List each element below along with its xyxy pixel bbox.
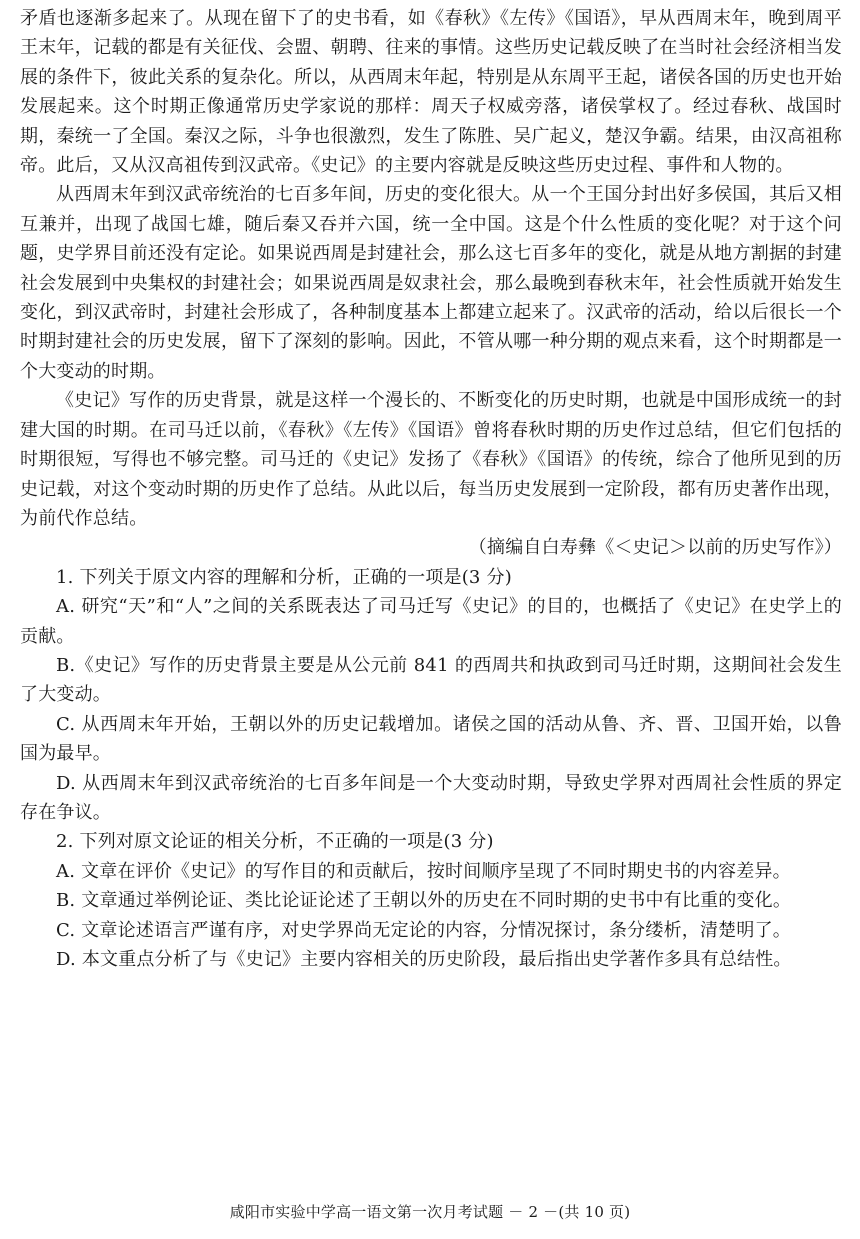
question-stem: 2. 下列对原文论证的相关分析，不正确的一项是(3 分) bbox=[56, 831, 494, 853]
option-b: B.《史记》写作的历史背景主要是从公元前 841 的西周共和执政到司马迁时期，这期间社会发生了大变动。 bbox=[20, 654, 842, 706]
question-1 bbox=[20, 563, 842, 828]
passage-paragraph-3: 《史记》写作的历史背景，就是这样一个漫长的、不断变化的历史时期，也就是中国形成统一的封建大国的时期。在司马迁以前，《春秋》《左传》《国语》曾将春秋时期的历史作过总结，但它们包括的时期很短，写得也不够完整。司马迁的《史记》发扬了《春秋》《国语》的传统，综合了他所见到的历史记载，对这个变动时期的历史作了总结。从此以后，每当历史发展到一定阶段，都有历史著作出现，为前代作总结。 bbox=[20, 390, 842, 529]
option-c: C. 从西周末年开始，王朝以外的历史记载增加。诸侯之国的活动从鲁、齐、晋、卫国开始，以鲁国为最早。 bbox=[20, 713, 842, 765]
document-page bbox=[20, 4, 842, 974]
source-citation: （摘编自白寿彝《＜史记＞以前的历史写作》） bbox=[468, 537, 842, 559]
question-2 bbox=[20, 827, 842, 974]
option-d: D. 本文重点分析了与《史记》主要内容相关的历史阶段，最后指出史学著作多具有总结性。 bbox=[56, 949, 792, 970]
option-a: A. 研究“天”和“人”之间的关系既表达了司马迁写《史记》的目的，也概括了《史记》在史学上的贡献。 bbox=[20, 596, 842, 647]
option-d: D. 从西周末年到汉武帝统治的七百多年间是一个大变动时期，导致史学界对西周社会性质的界定存在争议。 bbox=[20, 772, 842, 823]
option-b: B. 文章通过举例论证、类比论证论述了王朝以外的历史在不同时期的史书中有比重的变化。 bbox=[56, 890, 792, 912]
page-footer: 咸阳市实验中学高一语文第一次月考试题 － 2 －(共 10 页) bbox=[229, 1203, 631, 1221]
option-c: C. 文章论述语言严谨有序，对史学界尚无定论的内容，分情况探讨，条分缕析，清楚明了。 bbox=[56, 919, 791, 941]
passage-paragraph-1: 矛盾也逐渐多起来了。从现在留下了的史书看，如《春秋》《左传》《国语》，早从西周末年，晚到周平王末年，记载的都是有关征伐、会盟、朝聘、往来的事情。这些历史记载反映了在当时社会经济相当发展的条件下，彼此关系的复杂化。所以，从西周末年起，特别是从东周平王起，诸侯各国的历史也开始发展起来。这个时期正像通常历史学家说的那样：周天子权威旁落，诸侯掌权了。经过春秋、战国时期，秦统一了全国。秦汉之际，斗争也很激烈，发生了陈胜、吴广起义，楚汉争霸。结果，由汉高祖称帝。此后，又从汉高祖传到汉武帝。《史记》的主要内容就是反映这些历史过程、事件和人物的。 bbox=[20, 8, 842, 177]
option-a: A. 文章在评价《史记》的写作目的和贡献后，按时间顺序呈现了不同时期史书的内容差异。 bbox=[56, 860, 791, 882]
passage-paragraph-2: 从西周末年到汉武帝统治的七百多年间，历史的变化很大。从一个王国分封出好多侯国，其后又相互兼并，出现了战国七雄，随后秦又吞并六国，统一全中国。这是个什么性质的变化呢？对于这个问题，史学界目前还没有定论。如果说西周是封建社会，那么这七百多年的变化，就是从地方割据的封建社会发展到中央集权的封建社会；如果说西周是奴隶社会，那么最晚到春秋末年，社会性质就开始发生变化，到汉武帝时，封建社会形成了，各种制度基本上都建立起来了。汉武帝的活动，给以后很长一个时期封建社会的历史发展，留下了深刻的影响。因此，不管从哪一种分期的观点来看，这个时期都是一个大变动的时期。 bbox=[20, 184, 842, 382]
question-stem: 1. 下列关于原文内容的理解和分析，正确的一项是(3 分) bbox=[56, 566, 512, 588]
